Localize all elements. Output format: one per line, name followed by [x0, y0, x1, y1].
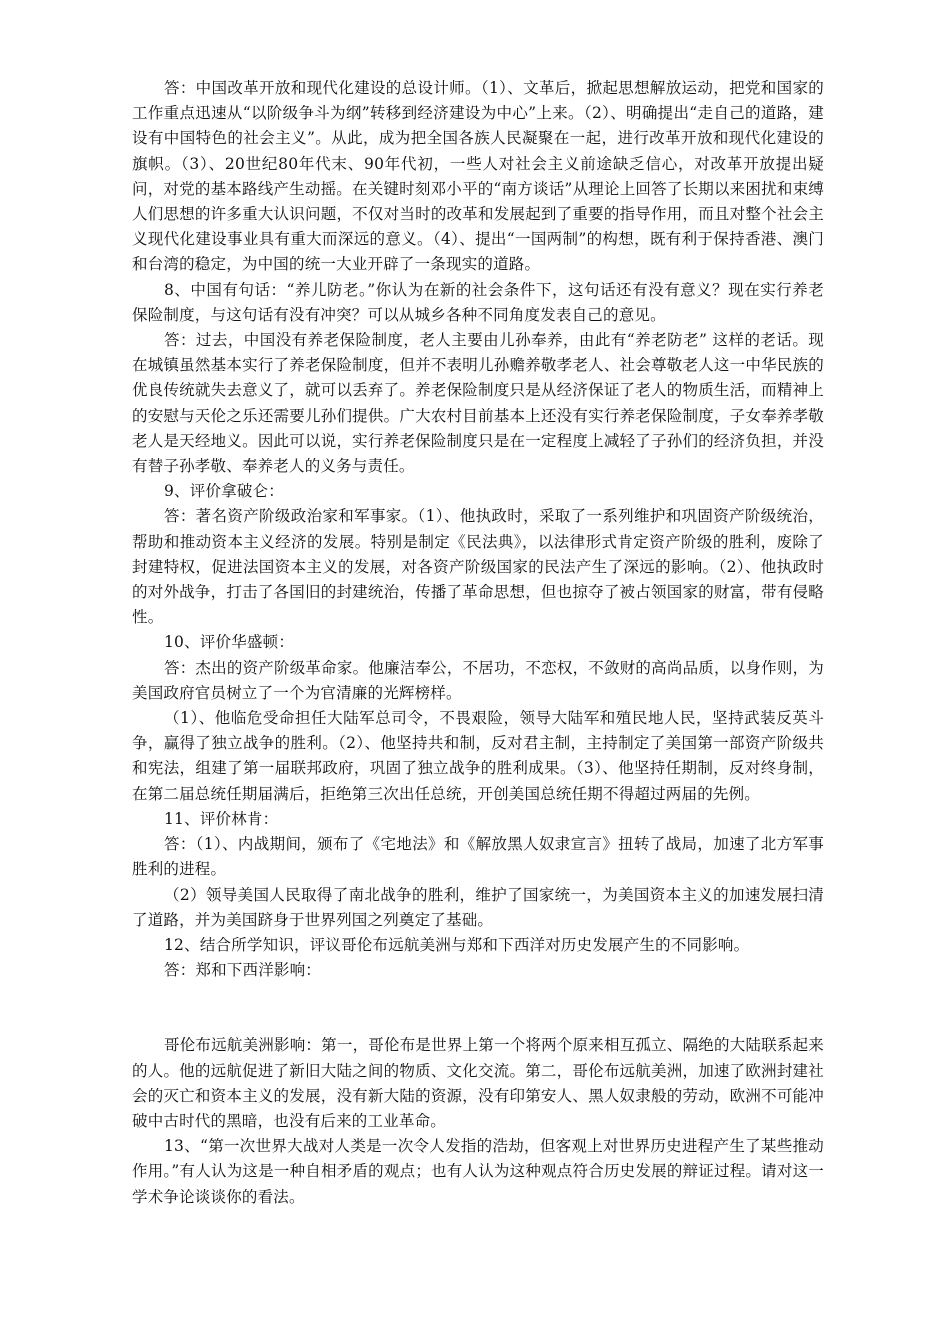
answer-10-paragraph: 答：杰出的资产阶级革命家。他廉洁奉公，不居功，不恋权，不敛财的高尚品质，以身作则，为美国政府官员树立了一个为官清廉的光辉榜样。	[132, 658, 824, 702]
answer-7-paragraph: 答：中国改革开放和现代化建设的总设计师。（1）、文革后，掀起思想解放运动，把党和国家的工作重点迅速从“以阶级争斗为纲”转移到经济建设为中心”上来。（2）、明确提出“走自己的道路，建设有中国特色的社会主义”。从此，成为把全国各族人民凝聚在一起，进行改革开放和现代化建设的旗帜。（3）、20世纪80年代末、90年代初，一些人对社会主义前途缺乏信心，对改革开放提出疑问，对党的基本路线产生动摇。在关键时刻邓小平的“南方谈话”从理论上回答了长期以来困扰和束缚人们思想的许多重大认识问题，不仅对当时的改革和发展起到了重要的指导作用，而且对整个社会主义现代化建设事业具有重大而深远的意义。（4）、提出“一国两制”的构想，既有利于保持香港、澳门和台湾的稳定，为中国的统一大业开辟了一条现实的道路。	[132, 79, 824, 274]
question-12: 12、结合所学知识，评议哥伦布远航美洲与郑和下西洋对历史发展产生的不同影响。	[164, 935, 750, 954]
answer-11-point-1: 答：（1）、内战期间，颁布了《宅地法》和《解放黑人奴隶宣言》扭转了战局，加速了北方军事胜利的进程。	[132, 835, 824, 879]
question-10: 10、评价华盛顿：	[164, 633, 295, 652]
answer-10-points: （1）、他临危受命担任大陆军总司令，不畏艰险，领导大陆军和殖民地人民，坚持武装反英斗争，赢得了独立战争的胜利。（2）、他坚持共和制，反对君主制，主持制定了美国第一部资产阶级共和宪法，组建了第一届联邦政府，巩固了独立战争的胜利成果。（3）、他坚持任期制，反对终身制，在第二届总统任期届满后，拒绝第三次出任总统，开创美国总统任期不得超过两届的先例。	[132, 709, 824, 803]
answer-12-zhenghe: 答：郑和下西洋影响：	[164, 961, 322, 980]
question-11: 11、评价林肯：	[164, 809, 279, 828]
question-13: 13、“第一次世界大战对人类是一次令人发指的浩劫，但客观上对世界历史进程产生了某些推动作用。”有人认为这是一种自相矛盾的观点；也有人认为这种观点符合历史发展的辩证过程。请对这一学术争论谈谈你的看法。	[132, 1137, 824, 1206]
answer-11-point-2: （2）领导美国人民取得了南北战争的胜利，维护了国家统一，为美国资本主义的加速发展扫清了道路，并为美国跻身于世界列国之列奠定了基础。	[132, 885, 824, 929]
answer-9-paragraph: 答：著名资产阶级政治家和军事家。（1）、他执政时，采取了一系列维护和巩固资产阶级统治，帮助和推动资本主义经济的发展。特别是制定《民法典》，以法律形式肯定资产阶级的胜利，废除了 封建特权，促进法国资本主义的发展，对各资产阶级国家的民法产生了深远的影响。（2）、他执政时的对外战争，打击了各国旧的封建统治，传播了革命思想，但也掠夺了被占领国家的财富，带有侵略性。	[132, 507, 824, 627]
answer-12-columbus: 哥伦布远航美洲影响：第一，哥伦布是世界上第一个将两个原来相互孤立、隔绝的大陆联系起来的人。他的远航促进了新旧大陆之间的物质、文化交流。第二，哥伦布远航美洲，加速了欧洲封建社会的灭亡和资本主义的发展，没有新大陆的资源，没有印第安人、黑人奴隶般的劳动，欧洲不可能冲破中古时代的黑暗，也没有后来的工业革命。	[132, 1036, 824, 1130]
question-8: 8、中国有句话：“养儿防老。”你认为在新的社会条件下，这句话还有没有意义？现在实行养老保险制度，与这句话有没有冲突？可以从城乡各种不同角度发表自己的意见。	[132, 280, 824, 324]
question-9: 9、评价拿破仑：	[164, 482, 284, 501]
answer-8-paragraph: 答：过去，中国没有养老保险制度，老人主要由儿孙奉养，由此有“养老防老” 这样的老话。现在城镇虽然基本实行了养老保险制度，但并不表明儿孙赡养敬孝老人、社会尊敬老人这一中华民族的优良传统就失去意义了，就可以丢弃了。养老保险制度只是从经济保证了老人的物质生活，而精神上的安慰与天伦之乐还需要儿孙们提供。广大农村目前基本上还没有实行养老保险制度，子女奉养孝敬老人是天经地义。因此可以说，实行养老保险制度只是在一定程度上减轻了子孙们的经济负担，并没有替子孙孝敬、奉养老人的义务与责任。	[132, 331, 824, 476]
document-body	[132, 76, 824, 1210]
blank-space	[132, 983, 824, 1033]
